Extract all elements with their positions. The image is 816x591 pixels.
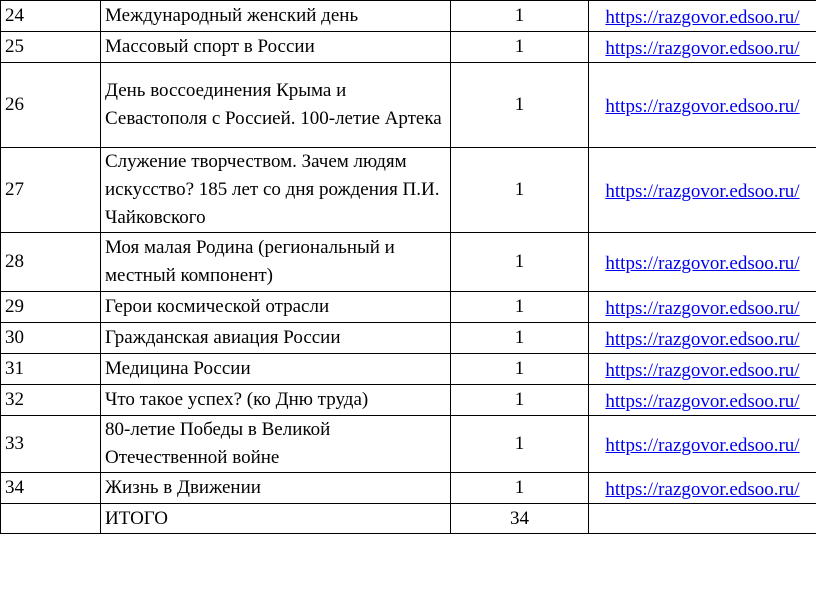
total-number-cell (1, 504, 101, 534)
total-link-cell (589, 504, 816, 534)
resource-link[interactable]: https://razgovor.edsoo.ru/ (605, 298, 800, 319)
total-row (1, 504, 816, 534)
resource-link[interactable]: https://razgovor.edsoo.ru/ (605, 435, 800, 456)
lesson-number: 25 (1, 32, 101, 63)
lesson-number: 29 (1, 292, 101, 323)
resource-link[interactable]: https://razgovor.edsoo.ru/ (605, 391, 800, 412)
resource-cell (589, 233, 816, 292)
table-row (1, 32, 816, 63)
table-row (1, 323, 816, 354)
lesson-topic: Массовый спорт в России (101, 32, 451, 63)
lesson-number: 27 (1, 148, 101, 233)
lesson-topic: 80-летие Победы в Великой Отечественной войне (101, 416, 451, 473)
resource-link[interactable]: https://razgovor.edsoo.ru/ (605, 360, 800, 381)
resource-link[interactable]: https://razgovor.edsoo.ru/ (605, 181, 800, 202)
table-row (1, 292, 816, 323)
lesson-hours: 1 (451, 323, 589, 354)
table-row (1, 473, 816, 504)
resource-cell (589, 416, 816, 473)
table-row (1, 63, 816, 148)
lesson-hours: 1 (451, 233, 589, 292)
table-row (1, 385, 816, 416)
resource-link[interactable]: https://razgovor.edsoo.ru/ (605, 96, 800, 117)
lesson-hours: 1 (451, 385, 589, 416)
lesson-hours: 1 (451, 354, 589, 385)
lesson-hours: 1 (451, 292, 589, 323)
lesson-topic: Что такое успех? (ко Дню труда) (101, 385, 451, 416)
lesson-topic: День воссоединения Крыма и Севастополя с Россией. 100-летие Артека (101, 63, 451, 148)
lesson-hours: 1 (451, 63, 589, 148)
resource-cell (589, 354, 816, 385)
table-row (1, 233, 816, 292)
table-row (1, 416, 816, 473)
total-hours: 34 (451, 504, 589, 534)
lesson-topic: Гражданская авиация России (101, 323, 451, 354)
lesson-hours: 1 (451, 1, 589, 32)
resource-link[interactable]: https://razgovor.edsoo.ru/ (605, 7, 800, 28)
resource-link[interactable]: https://razgovor.edsoo.ru/ (605, 253, 800, 274)
lesson-hours: 1 (451, 148, 589, 233)
lesson-topic: Герои космической отрасли (101, 292, 451, 323)
resource-cell (589, 32, 816, 63)
table-row (1, 354, 816, 385)
lesson-number: 30 (1, 323, 101, 354)
lesson-number: 31 (1, 354, 101, 385)
lesson-topic: Служение творчеством. Зачем людям искусство? 185 лет со дня рождения П.И. Чайковского (101, 148, 451, 233)
lesson-topic: Международный женский день (101, 1, 451, 32)
resource-link[interactable]: https://razgovor.edsoo.ru/ (605, 329, 800, 350)
lesson-hours: 1 (451, 416, 589, 473)
resource-cell (589, 1, 816, 32)
resource-link[interactable]: https://razgovor.edsoo.ru/ (605, 38, 800, 59)
resource-cell (589, 63, 816, 148)
lesson-number: 28 (1, 233, 101, 292)
resource-cell (589, 473, 816, 504)
resource-cell (589, 323, 816, 354)
table-row (1, 148, 816, 233)
lesson-number: 24 (1, 1, 101, 32)
lesson-hours: 1 (451, 32, 589, 63)
lesson-number: 33 (1, 416, 101, 473)
lesson-topic: Жизнь в Движении (101, 473, 451, 504)
lesson-hours: 1 (451, 473, 589, 504)
resource-cell (589, 148, 816, 233)
lesson-topic: Медицина России (101, 354, 451, 385)
total-label: ИТОГО (101, 504, 451, 534)
resource-cell (589, 385, 816, 416)
lesson-number: 26 (1, 63, 101, 148)
lesson-number: 34 (1, 473, 101, 504)
lesson-number: 32 (1, 385, 101, 416)
lesson-topic: Моя малая Родина (региональный и местный компонент) (101, 233, 451, 292)
resource-link[interactable]: https://razgovor.edsoo.ru/ (605, 479, 800, 500)
table-row (1, 1, 816, 32)
resource-cell (589, 292, 816, 323)
